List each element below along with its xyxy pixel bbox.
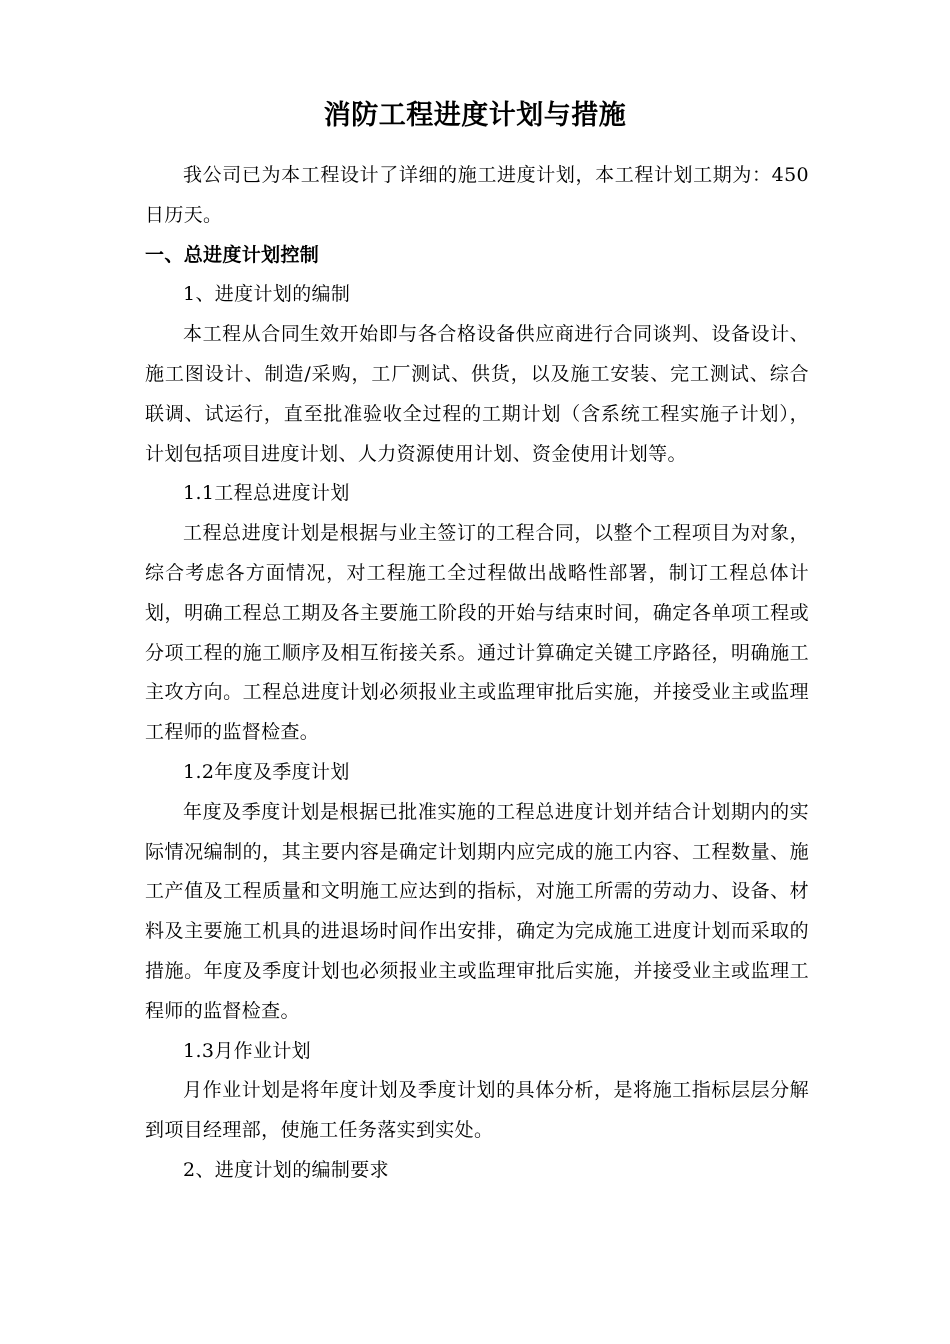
intro-paragraph: 我公司已为本工程设计了详细的施工进度计划，本工程计划工期为：450日历天。 (145, 164, 809, 226)
paragraph-master-schedule: 工程总进度计划是根据与业主签订的工程合同，以整个工程项目为对象，综合考虑各方面情况，对工程施工全过程做出战略性部署，制订工程总体计划，明确工程总工期及各主要施工阶段的开始与结束时间，确定各单项工程或分项工程的施工顺序及相互衔接关系。通过计算确定关键工序路径，明确施工主攻方向。工程总进度计划必须报业主或监理审批后实施，并接受业主或监理工程师的监督检查。 (145, 522, 809, 744)
document-title: 消防工程进度计划与措施 (323, 100, 627, 131)
paragraph-annual-quarterly: 年度及季度计划是根据已批准实施的工程总进度计划并结合计划期内的实际情况编制的，其主要内容是确定计划期内应完成的施工内容、工程数量、施工产值及工程质量和文明施工应达到的指标，对施工所需的劳动力、设备、材料及主要施工机具的进退场时间作出安排，确定为完成施工进度计划而采取的措施。年度及季度计划也必须报业主或监理审批后实施，并接受业主或监理工程师的监督检查。 (145, 800, 809, 1022)
paragraph-plan-compilation: 本工程从合同生效开始即与各合格设备供应商进行合同谈判、设备设计、施工图设计、制造/采购，工厂测试、供货，以及施工安装、完工测试、综合联调、试运行，直至批准验收全过程的工期计划（含系统工程实施子计划），计划包括项目进度计划、人力资源使用计划、资金使用计划等。 (145, 323, 809, 465)
paragraph-monthly-plan: 月作业计划是将年度计划及季度计划的具体分析，是将施工指标层层分解到项目经理部，使施工任务落实到实处。 (145, 1079, 809, 1142)
section-heading-1: 一、总进度计划控制 (145, 243, 320, 266)
document-body (145, 156, 809, 1191)
subheading-1-1: 1.1工程总进度计划 (183, 482, 350, 505)
subheading-1-2: 1.2年度及季度计划 (183, 760, 350, 783)
subheading-1: 1、进度计划的编制 (183, 283, 351, 306)
subheading-1-3: 1.3月作业计划 (183, 1039, 312, 1062)
subheading-2: 2、进度计划的编制要求 (183, 1158, 389, 1181)
